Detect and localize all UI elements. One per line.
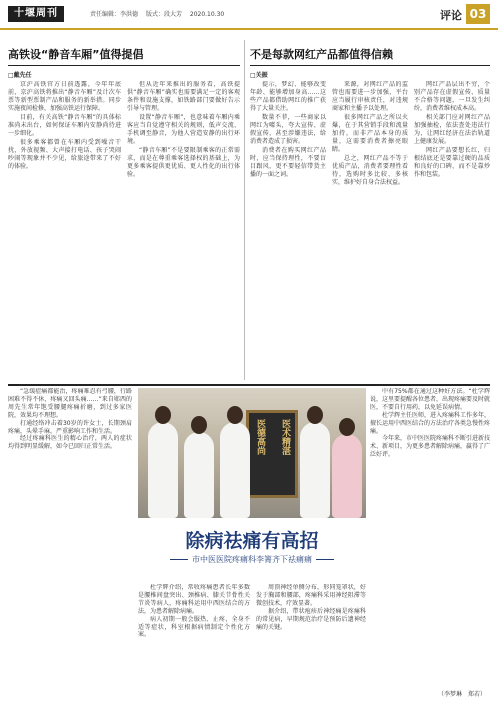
doctor-figure (220, 422, 250, 518)
paragraph: 中有75%都在通过这种好方法。“杜学辉说，这里要提醒各位患者，出现疼痛要及时就医，不要自行用药，以免延误病情。 (370, 388, 490, 411)
issue-date: 2020.10.30 (189, 11, 225, 18)
article-title: 不是每款网红产品都值得信赖 (250, 44, 490, 66)
doctor-figure (184, 432, 214, 518)
paragraph: 周顶神经单侧分布，形同笼罩状，好发于胸部和腰部，疼痛科采用神经阻滞等微创技术，疗效显著。 (256, 584, 366, 607)
layout-editor: 版式：段大芳 (145, 11, 182, 18)
paragraph: 但从近年来推出的服务看，高铁提供“静音车厢”确实也需要满足一定的客观条件和设施支撑，如铁路部门要做好告示引导与管理。 (127, 81, 240, 112)
article-column (8, 81, 121, 381)
feature-subtitle: 市中医医院疼痛科李箐齐下祛痛痛 (138, 554, 366, 565)
article-column (127, 81, 240, 381)
page-header (0, 0, 498, 30)
article-internet-products (250, 44, 490, 382)
article-column (414, 81, 490, 381)
paragraph: 数量不菲，一些商家以网红为噱头，夸大宣传、虚假宣传，甚至涉嫌违法，给消费者造成了损害。 (250, 114, 326, 145)
paragraph: 今年来，市中医医院疼痛科不断引进新技术、新项目，为更多患者解除病痛，赢得了广泛好评。 (370, 435, 490, 459)
feature-column (138, 584, 250, 700)
paragraph: 杜学辉主任医师，进入疼痛科工作多年，擅长运用中西医结合的方法治疗各类急慢性疼痛。 (370, 411, 490, 435)
doctor-figure (300, 422, 330, 518)
editor: 责任编辑：李洪德 (90, 11, 139, 18)
author-credit: （李梦琳 郑若） (437, 691, 486, 698)
paragraph: “急缓症痛都能治，疼痛难忍有弓腰，行路困难不得不休，疼痛又回头痛……”来自郧西的周先生常年饱受腰腿疼痛折磨，到过多家医院，效果均不理想。 (8, 388, 132, 419)
article-column (250, 81, 326, 381)
plaque-text-right: 医术精湛 (280, 419, 290, 455)
paragraph: 很多网红产品之所以火爆，在于其营销手段和流量加持，而非产品本身的质量，这需要消费者擦亮眼睛。 (332, 114, 408, 153)
paragraph: 来源，对网红产品的监管也需要进一步加强，平台应当履行审核责任，对违规商家和主播予以处理。 (332, 81, 408, 112)
paragraph: 总之，网红产品不等于优质产品，消费者要理性看待，选购时多比较、多核实，维护好自身合法权益。 (332, 155, 408, 186)
section-rule (8, 384, 490, 386)
paragraph: 相关部门应对网红产品加强抽检，依法查处违法行为，让网红经济在法治轨道上健康发展。 (414, 114, 490, 145)
page-number: 03 (466, 4, 490, 24)
paragraph: 病人初期一般会服热、止疼，全身不适等症状，科室根据病情制定个性化方案。 (138, 615, 250, 639)
paragraph: 消费者在购买网红产品时，应当保持理性，不要盲目跟风，更不要轻信带货主播的一面之词。 (250, 147, 326, 178)
paragraph: 经过疼痛科医生的精心治疗，两人的症状均得到明显缓解，如今已回归正常生活。 (8, 435, 132, 451)
feature-column (256, 584, 366, 700)
article-static-carriage (8, 44, 240, 382)
nurse-figure (332, 434, 362, 518)
feature-title: 除病祛痛有高招 (185, 530, 319, 552)
feature-article (8, 388, 490, 700)
paragraph: 设置“静音车厢”，也意味着车厢内乘客应当自觉遵守相关的规则，低声交流、手机调至静音，为他人营造安静的出行环境。 (127, 114, 240, 145)
paragraph: 据介绍，带状疱疹后神经痛是疼痛科的常见病，早期规范治疗是预防后遗神经痛的关键。 (256, 607, 366, 631)
paragraph: 网红产品要想长红，归根结底还是要靠过硬的品质和良好的口碑，而不是靠炒作和包装。 (414, 147, 490, 178)
plaque-text-left: 医德高尚 (255, 419, 265, 455)
paragraph: 打通经络冲击着30岁的许女士，长期颈肩疼痛，头晕手麻，严重影响工作和生活。 (8, 419, 132, 435)
section-name: 评论 (440, 9, 462, 22)
column-divider (244, 40, 245, 380)
paragraph: 很多乘客都曾在车厢内受到噪音干扰，外放视频、大声接打电话、孩子哭闹吵闹等现象并不少见，给旅途带来了不好的体验。 (8, 139, 121, 170)
feature-column (370, 388, 490, 700)
paragraph: 杜学辉介绍，常收疼痛患者长年多数是腰椎间盘突出、颈椎病、膝关节骨性关节炎等病人，疼痛科运用中西医结合的方法，为患者解除病痛。 (138, 584, 250, 615)
paragraph: 京沪高铁官方日前透露，今年年底前，京沪高铁将推出“静音车厢”及计次车票等新型票制产品和服务的新举措。同步实施夜间检修，加强高铁运行保障。 (8, 81, 121, 112)
article-title: 高铁设“静音车厢”值得提倡 (8, 44, 240, 66)
plaque-image (246, 410, 298, 498)
paragraph: 提示，梦幻、能够改变年龄、能够增加身高……这些产品都借助网红的推广获得了大量关注。 (250, 81, 326, 112)
feature-photo (138, 388, 366, 518)
paragraph: 目前，有关高铁“静音车厢”的具体标准尚未出台，如何保证车厢内安静尚待进一步细化。 (8, 114, 121, 137)
masthead: 十堰周刊 (8, 6, 64, 22)
feature-column (8, 388, 132, 700)
article-column (332, 81, 408, 381)
article-byline: □关振 (250, 72, 268, 79)
article-byline: □戴先任 (8, 72, 32, 79)
paragraph: “静音车厢”不是要限制乘客的正常需求，而是在尊重乘客选择权的基础上，为更多乘客提供更优质、更人性化的出行体验。 (127, 147, 240, 178)
editor-info (90, 9, 230, 18)
paragraph: 网红产品层出不穷，个别产品存在虚假宣传、质量不合格等问题，一旦发生纠纷，消费者维权成本高。 (414, 81, 490, 112)
doctor-figure (148, 422, 178, 518)
